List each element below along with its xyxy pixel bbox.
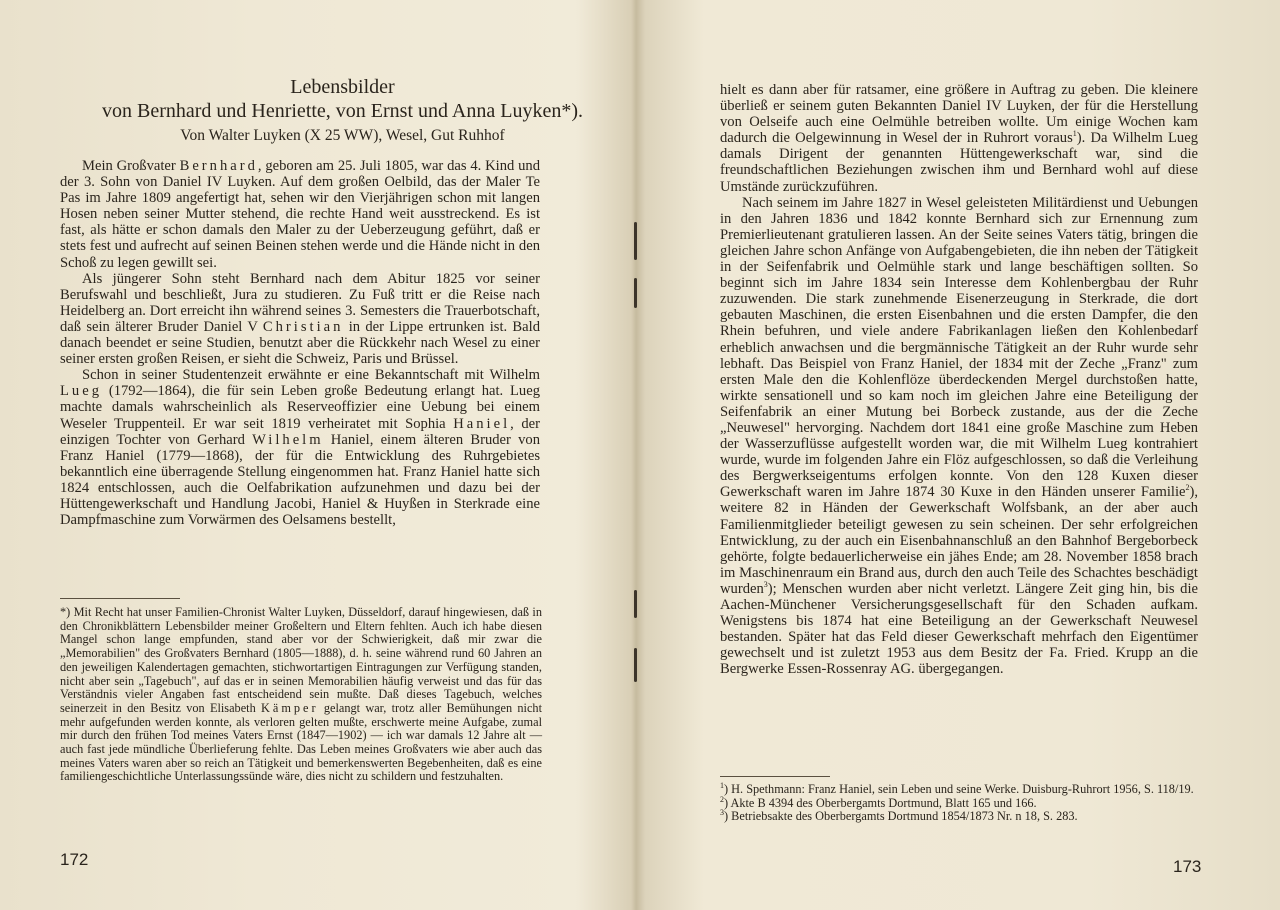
footnote-ref: 2 [1185, 483, 1190, 493]
paragraph: hielt es dann aber für ratsamer, eine größere in Auftrag zu geben. Die kleinere überließ er seinem guten Bekannten Daniel IV Luyken, der für die Herstellung von Oelseife auch eine Oelmühle betreiben wollte. Um einige Wochen kam dadurch die Oelgewinnung in Wesel der in Ruhrort voraus$^1$). Da Wilhelm Lueg damals Dirigent der genannten Hüttengewerkschaft war, sind die freundschaftlichen Beziehungen zwischen ihm und Bernhard wohl auf diese Umstände zurückzuführen. [720, 82, 1198, 195]
spaced-name: Bernhard [179, 158, 258, 174]
footnote-ref: 1 [1072, 129, 1077, 139]
article-title-line2: von Bernhard und Henriette, von Ernst und Anna Luyken*). [101, 100, 583, 122]
footnote-divider [720, 776, 830, 777]
spaced-name: Haniel [453, 415, 511, 432]
paragraph: Nach seinem im Jahre 1827 in Wesel geleisteten Militärdienst und Uebungen in den Jahren 1836 und 1842 konnte Bernhard sich zur Ernennung zum Premierlieutenant gratulieren lassen. An der Seite seines Vaters tätig, bringen die gleichen Jahre schon Anfänge von Aufgabengebieten, die ihn neben der Tätigkeit in der Seifenfabrik und Oelmühle stark und lange beschäftigen sollten. So beginnt sich im Jahre 1834 sein Interesse dem Kohlenbergbau der Ruhr zuzuwenden. Die stark zunehmende Eisenerzeugung in Sterkrade, die dort gebauten Maschinen, die ersten Eisenbahnen und die ersten Dampfer, die den Rhein befuhren, und viele andere Fabrikanlagen ließen den Kohlenbedarf erheblich anwachsen und die bergmännische Tätigkeit an der Ruhr wurde sehr lebhaft. Das Beispiel von Franz Haniel, der 1834 mit der Zeche „Franz" zum ersten Male den die Kohlenflöze überdeckenden Mergel durchstoßen hatte, wirkte sensationell und so kam noch im gleichen Jahre eine Beteiligung der Seifenfabrik an einer Mutung bei Borbeck zustande, aus der die Zeche „Neuwesel" hervorging. Nachdem dort 1841 eine große Maschine zum Heben der Wasserzuflüsse aufgestellt worden war, die mit Wilhelm Lueg kontrahiert wurde, wurde im folgenden Jahre ein Flöz aufgeschlossen, so daß die Verleihung des Bergwerkseigentums erfolgen konnte. Von den 128 Kuxen dieser Gewerkschaft waren im Jahre 1874 30 Kuxe in den Händen unserer Familie$^2$), weitere 82 in Händen der Gewerkschaft Wolfsbank, an der aber auch Familienmitglieder beteiligt gewesen zu sein scheinen. Der sehr erfolgreichen Entwicklung, zu der auch ein Eisenbahnanschluß an den Bahnhof Bergeborbeck gehörte, folgte bedauerlicherweise ein jähes Ende; am 28. November 1858 brach im Maschinenraum ein Brand aus, durch den auch Teile des Schachtes beschädigt wurden$^3$); Menschen wurden aber nicht verletzt. Längere Zeit ging hin, bis die Aachen-Münchener Versicherungsgesellschaft für den Schaden aufkam. Wenigstens bis 1874 hat eine Beteiligung an der Gewerkschaft Neuwesel bestanden. Später hat das Feld dieser Gewerkschaft mehrfach den Eigentümer gewechselt und ist zuletzt 1953 aus dem Besitz der Fa. Fried. Krupp an die Bergwerke Essen-Rossenray AG. übergegangen. [720, 194, 1198, 678]
left-footnote [60, 606, 542, 784]
page-number: 173 [1173, 857, 1202, 876]
right-footnotes [720, 780, 1198, 824]
paragraph: Mein Großvater Bernhard, geboren am 25. Juli 1805, war das 4. Kind und der 3. Sohn von Daniel IV Luyken. Auf dem großen Oelbild, das der Maler Te Pas im Jahre 1809 angefertigt hat, sehen wir den Vierjährigen schon mit langen Hosen neben seiner Mutter stehend, die rechte Hand weit ausstreckend. Es ist fast, als hätte er schon damals den Maler zu der Ueberzeugung geführt, daß er stets fest und aufrecht auf seinen Beinen stehen werde und die Hände nicht in den Schoß zu legen gewillt sei. [60, 158, 541, 271]
paragraph: Schon in seiner Studentenzeit erwähnte er eine Bekanntschaft mit Wilhelm Lueg (1792—1864), die für sein Leben große Bedeutung erlangt hat. Lueg machte damals wahrscheinlich als Reserveoffizier eine Uebung bei einem Weseler Truppenteil. Er war seit 1819 verheiratet mit Sophia Haniel, der einzigen Tochter von Gerhard Wilhelm Haniel, einem älteren Bruder von Franz Haniel (1779—1868), der für die Entwicklung des Ruhrgebietes bekanntlich eine überragende Stellung eingenommen hat. Franz Haniel hatte sich 1824 entschlossen, auch die Oelfabrikation aufzunehmen und dazu bei der Hüttengewerkschaft und Handlung Jacobi, Haniel & Huyßen in Sterkrade eine Dampfmaschine zum Vorwärmen des Oelsamens bestellt, [60, 367, 541, 529]
footnote-divider [60, 598, 180, 599]
page-number: 172 [60, 850, 89, 869]
spaced-name: Kämper [261, 700, 319, 715]
article-title-line1: Lebensbilder [290, 76, 395, 98]
footnote: *) Mit Recht hat unser Familien-Chronist Walter Luyken, Düsseldorf, darauf hingewiesen, daß in den Chronikblättern Lebensbilder meiner Großeltern und Eltern fehlten. Auch ich habe diesen Mangel schon lange empfunden, stand aber vor der Schwierigkeit, daß mir zwar die „Memorabilien" des Großvaters Bernhard (1805—1888), d. h. seine während rund 60 Jahren an den jeweiligen Kalendertagen gemachten, stichwortartigen Eintragungen zur Verfügung standen, nicht aber sein „Tagebuch", auf das er in seinen Memorabilien häufig verweist und das für das Verständnis vieler Angaben fast entscheidend sein mußte. Daß dieses Tagebuch, welches seinerzeit in den Besitz von Elisabeth Kämper gelangt war, trotz aller Bemühungen nicht mehr aufgefunden werden konnte, als verloren gelten mußte, erschwerte meine Aufgabe, zumal mir durch den frühen Tod meines Vaters Ernst (1847—1902) — ich war damals 12 Jahre alt — auch fast jede mündliche Überlieferung fehlte. Das Leben meines Großvaters wie aber auch das meines Vaters waren aber so reich an Tätigkeit und bemerkenswerten Begebenheiten, daß es eine familiengeschichtliche Unterlassungssünde wäre, dies nicht zu schildern und festzuhalten. [60, 605, 542, 784]
article-byline: Von Walter Luyken (X 25 WW), Wesel, Gut Ruhhof [180, 127, 505, 144]
left-page [0, 0, 635, 910]
footnote: $^1$) H. Spethmann: Franz Haniel, sein Leben und seine Werke. Duisburg-Ruhrort 1956, S. 118/19. [720, 780, 1194, 796]
footnote: $^2$) Akte B 4394 des Oberbergamts Dortmund, Blatt 165 und 166. [720, 794, 1037, 810]
spaced-name: Wilhelm [252, 431, 324, 448]
article-heading [60, 75, 625, 147]
footnote-ref: 3 [763, 580, 768, 590]
paragraph: Als jüngerer Sohn steht Bernhard nach dem Abitur 1825 vor seiner Berufswahl und beschließt, Jura zu studieren. Zu Fuß tritt er die Reise nach Heidelberg an. Dort erreicht ihn während seines 3. Semesters die Trauerbotschaft, daß sein älterer Bruder Daniel V Christian in der Lippe ertrunken ist. Bald danach beendet er seine Studien, benutzt aber die Rückkehr nach Wesel zu einer seiner ersten großen Reisen, er sieht die Schweiz, Paris und Brüssel. [60, 270, 540, 368]
right-page [640, 0, 1280, 910]
spaced-name: Christian [262, 318, 344, 335]
spaced-name: Lueg [60, 383, 102, 400]
right-body-text [720, 82, 1198, 677]
footnote: $^3$) Betriebsakte des Oberbergamts Dortmund 1854/1873 Nr. n 18, S. 283. [720, 808, 1078, 824]
left-body-text [60, 158, 540, 528]
